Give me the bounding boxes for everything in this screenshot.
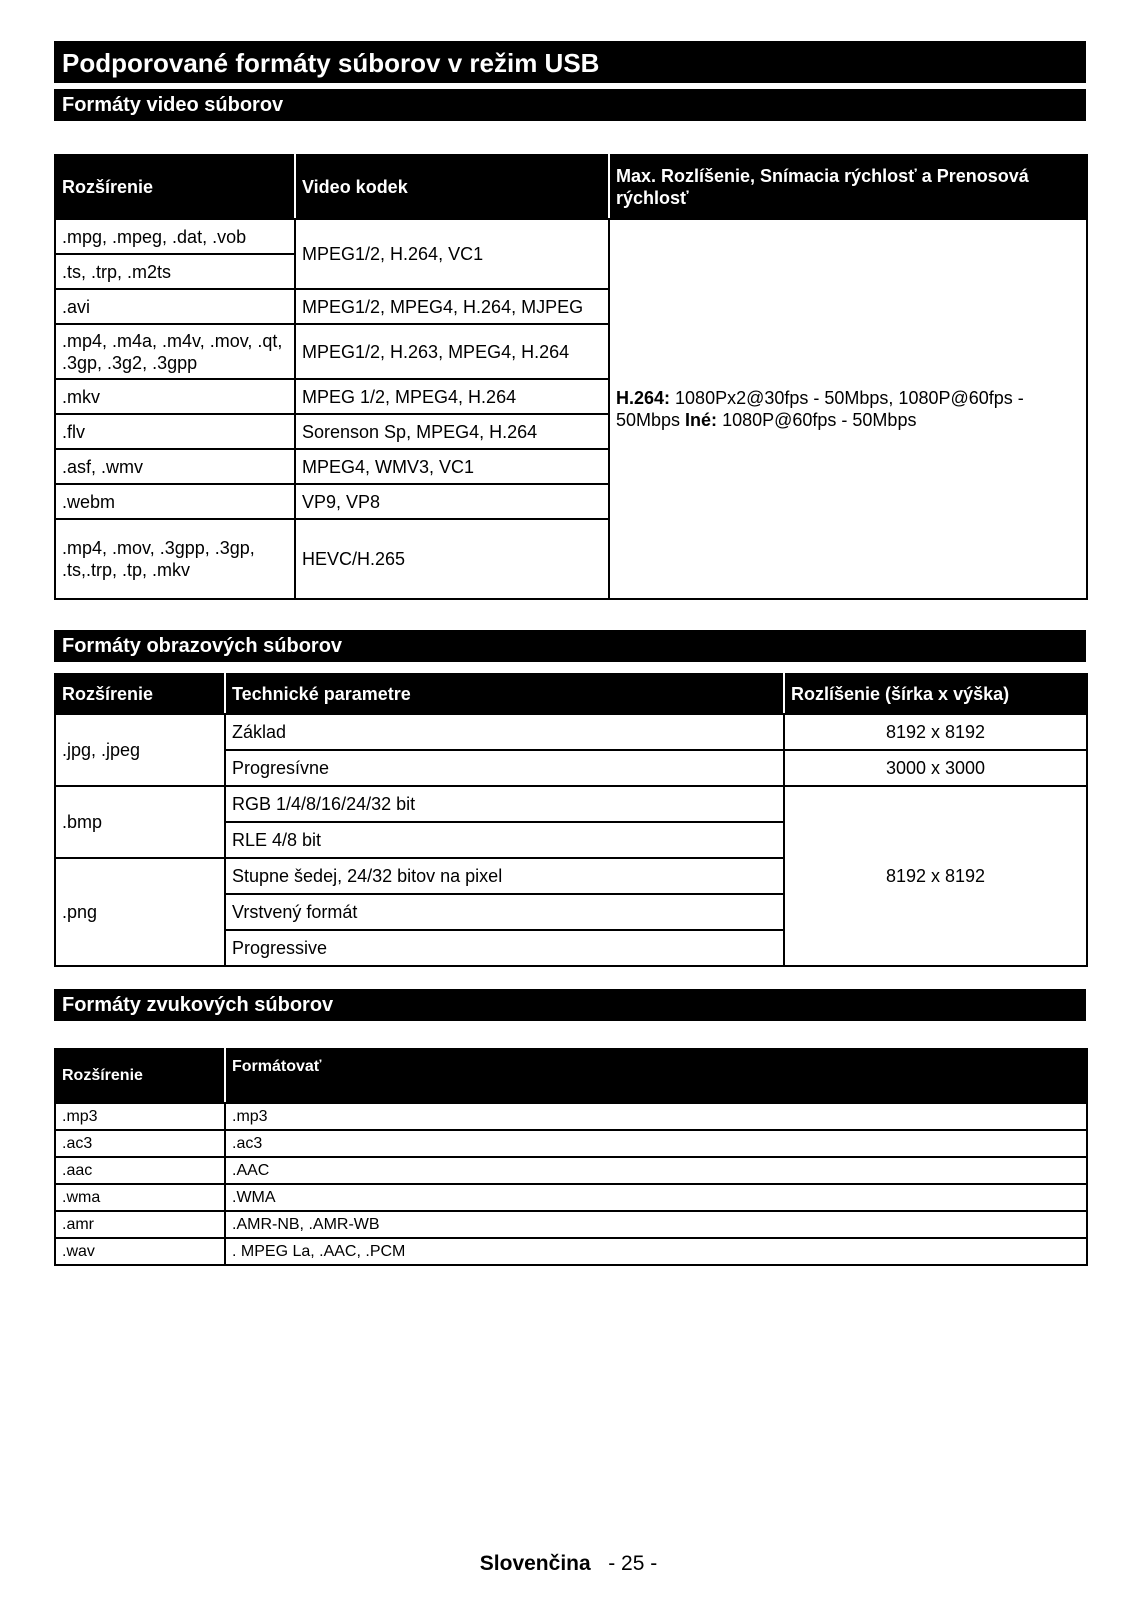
image-param-cell: Vrstvený formát <box>225 894 784 930</box>
audio-format-cell: .AAC <box>225 1157 1087 1184</box>
audio-ext-cell: .wma <box>55 1184 225 1211</box>
audio-ext-cell: .wav <box>55 1238 225 1265</box>
audio-ext-cell: .mp3 <box>55 1103 225 1130</box>
video-header-extension: Rozšírenie <box>55 155 295 219</box>
audio-ext-cell: .aac <box>55 1157 225 1184</box>
h264-text: 1080Px2@30fps - 50Mbps, 1080P@60fps - 50Mbps <box>616 388 1024 430</box>
image-param-cell: Základ <box>225 714 784 750</box>
audio-header-format: Formátovať <box>225 1049 1087 1103</box>
audio-header-extension: Rozšírenie <box>55 1049 225 1103</box>
other-text: 1080P@60fps - 50Mbps <box>717 410 917 430</box>
image-param-cell: Progresívne <box>225 750 784 786</box>
image-header-resolution: Rozlíšenie (šírka x výška) <box>784 674 1087 714</box>
video-codec-cell: MPEG4, WMV3, VC1 <box>295 449 609 484</box>
audio-format-cell: .ac3 <box>225 1130 1087 1157</box>
audio-format-cell: .mp3 <box>225 1103 1087 1130</box>
image-param-cell: Stupne šedej, 24/32 bitov na pixel <box>225 858 784 894</box>
video-ext-cell: .flv <box>55 414 295 449</box>
audio-section-heading: Formáty zvukových súborov <box>54 989 1086 1021</box>
audio-ext-cell: .amr <box>55 1211 225 1238</box>
audio-format-cell: .AMR-NB, .AMR-WB <box>225 1211 1087 1238</box>
video-codec-cell: MPEG1/2, H.264, VC1 <box>295 219 609 289</box>
video-ext-cell: .avi <box>55 289 295 324</box>
footer-language: Slovenčina <box>479 1552 591 1575</box>
video-codec-cell: MPEG1/2, H.263, MPEG4, H.264 <box>295 324 609 379</box>
video-ext-cell: .ts, .trp, .m2ts <box>55 254 295 289</box>
image-header-extension: Rozšírenie <box>55 674 225 714</box>
image-header-params: Technické parametre <box>225 674 784 714</box>
image-res-cell: 8192 x 8192 <box>784 786 1087 966</box>
video-formats-table <box>54 154 1088 600</box>
video-codec-cell: MPEG1/2, MPEG4, H.264, MJPEG <box>295 289 609 324</box>
video-ext-cell: .asf, .wmv <box>55 449 295 484</box>
image-res-cell: 3000 x 3000 <box>784 750 1087 786</box>
image-section-heading: Formáty obrazových súborov <box>54 630 1086 662</box>
video-section-heading: Formáty video súborov <box>54 89 1086 121</box>
video-codec-cell: HEVC/H.265 <box>295 519 609 599</box>
image-ext-cell: .png <box>55 858 225 966</box>
image-param-cell: Progressive <box>225 930 784 966</box>
video-ext-cell: .mp4, .mov, .3gpp, .3gp, .ts,.trp, .tp, .mkv <box>55 519 295 599</box>
image-param-cell: RGB 1/4/8/16/24/32 bit <box>225 786 784 822</box>
video-ext-cell: .webm <box>55 484 295 519</box>
audio-formats-table <box>54 1048 1088 1266</box>
video-max-cell <box>609 219 1087 599</box>
video-codec-cell: MPEG 1/2, MPEG4, H.264 <box>295 379 609 414</box>
video-header-max: Max. Rozlíšenie, Snímacia rýchlosť a Prenosová rýchlosť <box>609 155 1087 219</box>
audio-format-cell: .WMA <box>225 1184 1087 1211</box>
page-title: Podporované formáty súborov v režim USB <box>54 41 1086 83</box>
image-res-cell: 8192 x 8192 <box>784 714 1087 750</box>
footer-page-number: - 25 - <box>608 1552 658 1575</box>
video-ext-cell: .mkv <box>55 379 295 414</box>
video-ext-cell: .mpg, .mpeg, .dat, .vob <box>55 219 295 254</box>
image-ext-cell: .bmp <box>55 786 225 858</box>
video-ext-cell: .mp4, .m4a, .m4v, .mov, .qt, .3gp, .3g2, .3gpp <box>55 324 295 379</box>
page-footer <box>0 1552 1137 1576</box>
h264-label: H.264: <box>616 388 671 408</box>
audio-ext-cell: .ac3 <box>55 1130 225 1157</box>
image-ext-cell: .jpg, .jpeg <box>55 714 225 786</box>
image-param-cell: RLE 4/8 bit <box>225 822 784 858</box>
video-codec-cell: VP9, VP8 <box>295 484 609 519</box>
image-formats-table <box>54 673 1088 967</box>
other-label: Iné: <box>685 410 718 430</box>
video-codec-cell: Sorenson Sp, MPEG4, H.264 <box>295 414 609 449</box>
audio-format-cell: . MPEG La, .AAC, .PCM <box>225 1238 1087 1265</box>
video-header-codec: Video kodek <box>295 155 609 219</box>
